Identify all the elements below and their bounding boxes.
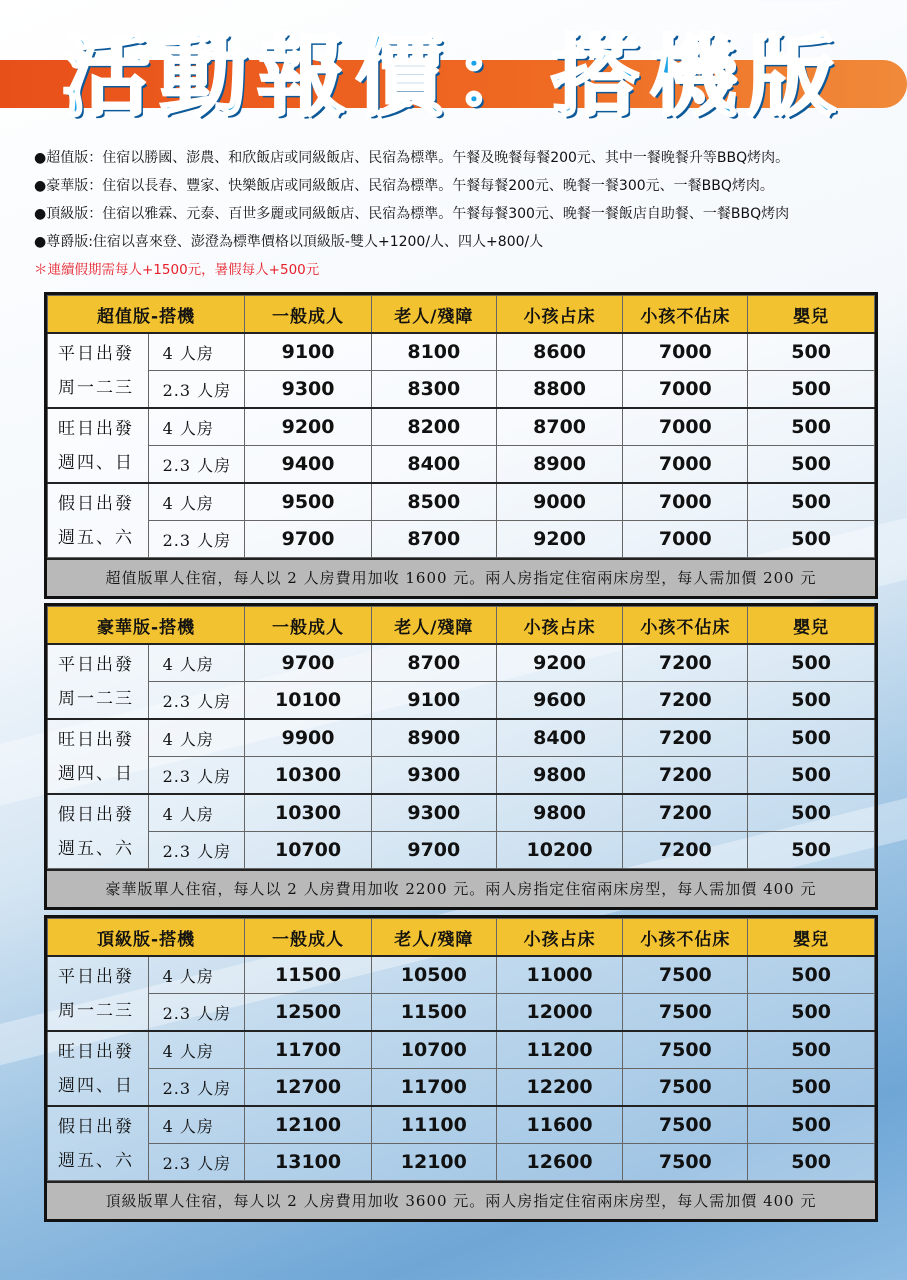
price-cell: 12700: [245, 1069, 372, 1107]
price-cell: 500: [748, 794, 875, 832]
price-cell: 9700: [245, 521, 372, 558]
price-cell: 7000: [623, 371, 748, 409]
price-cell: 9700: [245, 644, 372, 682]
room-type: 4 人房: [148, 408, 245, 446]
price-cell: 7500: [623, 994, 748, 1032]
price-cell: 10700: [245, 832, 372, 869]
price-cell: 10500: [371, 956, 496, 994]
departure-weekdays: 周一二三: [58, 1000, 134, 1021]
price-cell: 500: [748, 371, 875, 409]
price-cell: 12600: [496, 1144, 623, 1181]
departure-weekdays: 周一二三: [58, 688, 134, 709]
table-row: [48, 1031, 875, 1069]
price-cell: 7200: [623, 682, 748, 720]
note-basic: ●超值版：住宿以勝國、澎農、和欣飯店或同級飯店、民宿為標準。午餐及晚餐每餐200元、其中一餐晚餐升等BBQ烤肉。: [34, 150, 790, 166]
price-cell: 8700: [371, 521, 496, 558]
room-type: 2.3 人房: [148, 446, 245, 484]
price-cell: 12100: [371, 1144, 496, 1181]
price-cell: 9200: [496, 644, 623, 682]
departure-days: [48, 956, 149, 1031]
table-footnote: 豪華版單人住宿，每人以 2 人房費用加收 2200 元。兩人房指定住宿兩床房型，每人需加價 400 元: [47, 869, 875, 907]
departure-type: 旺日出發: [58, 729, 134, 750]
departure-type: 假日出發: [58, 804, 134, 825]
price-cell: 8700: [496, 408, 623, 446]
price-cell: 9900: [245, 719, 372, 757]
table-row: [48, 757, 875, 795]
table-row: [48, 719, 875, 757]
departure-type: 旺日出發: [58, 1041, 134, 1062]
room-type: 2.3 人房: [148, 757, 245, 795]
table-row: [48, 1144, 875, 1181]
table-row: [48, 521, 875, 558]
price-cell: 7200: [623, 757, 748, 795]
price-cell: 9100: [245, 333, 372, 371]
price-cell: 500: [748, 1031, 875, 1069]
price-cell: 9300: [245, 371, 372, 409]
price-cell: 7200: [623, 644, 748, 682]
price-cell: 8500: [371, 483, 496, 521]
price-cell: 7500: [623, 1069, 748, 1107]
price-cell: 7000: [623, 446, 748, 484]
departure-type: 假日出發: [58, 493, 134, 514]
price-cell: 10100: [245, 682, 372, 720]
price-cell: 10300: [245, 757, 372, 795]
departure-days: [48, 333, 149, 408]
column-header: 老人/殘障: [371, 296, 496, 334]
column-header: 嬰兒: [748, 607, 875, 645]
price-cell: 8900: [371, 719, 496, 757]
price-table: [47, 606, 875, 869]
departure-weekdays: 週四、日: [58, 1075, 134, 1096]
price-cell: 10700: [371, 1031, 496, 1069]
column-header: 老人/殘障: [371, 919, 496, 957]
price-cell: 7000: [623, 483, 748, 521]
room-type: 2.3 人房: [148, 371, 245, 409]
price-cell: 12100: [245, 1106, 372, 1144]
price-cell: 9000: [496, 483, 623, 521]
price-cell: 8400: [496, 719, 623, 757]
table-footnote: 超值版單人住宿，每人以 2 人房費用加收 1600 元。兩人房指定住宿兩床房型，每人需加價 200 元: [47, 558, 875, 596]
price-table-deluxe: [44, 603, 878, 910]
room-type: 2.3 人房: [148, 832, 245, 869]
column-header: 小孩不佔床: [623, 296, 748, 334]
room-type: 4 人房: [148, 1106, 245, 1144]
price-table: [47, 295, 875, 558]
column-header: 一般成人: [245, 607, 372, 645]
price-cell: 11700: [245, 1031, 372, 1069]
column-header: 小孩占床: [496, 296, 623, 334]
departure-days: [48, 1031, 149, 1106]
price-cell: 500: [748, 408, 875, 446]
price-cell: 500: [748, 832, 875, 869]
room-type: 2.3 人房: [148, 1144, 245, 1181]
column-header: 小孩不佔床: [623, 607, 748, 645]
price-cell: 11000: [496, 956, 623, 994]
departure-type: 旺日出發: [58, 418, 134, 439]
price-cell: 500: [748, 446, 875, 484]
table-row: [48, 994, 875, 1032]
departure-days: [48, 794, 149, 869]
price-cell: 7500: [623, 1144, 748, 1181]
price-cell: 7500: [623, 1106, 748, 1144]
column-header: 嬰兒: [748, 296, 875, 334]
price-cell: 8200: [371, 408, 496, 446]
table-row: [48, 682, 875, 720]
price-cell: 8300: [371, 371, 496, 409]
price-cell: 7200: [623, 794, 748, 832]
price-cell: 500: [748, 1106, 875, 1144]
price-cell: 11600: [496, 1106, 623, 1144]
column-header: 一般成人: [245, 919, 372, 957]
price-cell: 9800: [496, 757, 623, 795]
price-table-basic: [44, 292, 878, 599]
room-type: 4 人房: [148, 644, 245, 682]
price-cell: 500: [748, 956, 875, 994]
price-cell: 11100: [371, 1106, 496, 1144]
price-cell: 7500: [623, 956, 748, 994]
column-header: 老人/殘障: [371, 607, 496, 645]
table-row: [48, 408, 875, 446]
price-cell: 9100: [371, 682, 496, 720]
departure-type: 平日出發: [58, 654, 134, 675]
departure-type: 平日出發: [58, 343, 134, 364]
room-type: 4 人房: [148, 956, 245, 994]
price-cell: 10200: [496, 832, 623, 869]
price-cell: 9200: [496, 521, 623, 558]
table-header-row: [48, 296, 875, 334]
price-cell: 7200: [623, 832, 748, 869]
price-cell: 500: [748, 333, 875, 371]
note-deluxe: ●豪華版：住宿以長春、豐家、快樂飯店或同級飯店、民宿為標準。午餐每餐200元、晚餐一餐300元、一餐BBQ烤肉。: [34, 178, 774, 194]
room-type: 4 人房: [148, 483, 245, 521]
price-cell: 13100: [245, 1144, 372, 1181]
price-cell: 7000: [623, 333, 748, 371]
departure-type: 假日出發: [58, 1116, 134, 1137]
note-luxury: ●尊爵版:住宿以喜來登、澎澄為標準價格以頂級版-雙人+1200/人、四人+800/人: [34, 234, 544, 250]
price-cell: 8700: [371, 644, 496, 682]
price-cell: 9200: [245, 408, 372, 446]
price-cell: 8400: [371, 446, 496, 484]
table-header-row: [48, 919, 875, 957]
plan-header: 頂級版-搭機: [48, 919, 245, 957]
price-cell: 9400: [245, 446, 372, 484]
price-cell: 11200: [496, 1031, 623, 1069]
table-row: [48, 371, 875, 409]
price-cell: 12200: [496, 1069, 623, 1107]
surcharge-note: ＊連續假期需每人+1500元，暑假每人+500元: [34, 262, 320, 278]
departure-weekdays: 週五、六: [58, 527, 134, 548]
room-type: 2.3 人房: [148, 682, 245, 720]
price-cell: 500: [748, 719, 875, 757]
table-row: [48, 1106, 875, 1144]
price-cell: 500: [748, 757, 875, 795]
price-cell: 9300: [371, 757, 496, 795]
table-row: [48, 1069, 875, 1107]
price-cell: 9500: [245, 483, 372, 521]
departure-days: [48, 483, 149, 558]
plan-header: 超值版-搭機: [48, 296, 245, 334]
table-row: [48, 644, 875, 682]
price-cell: 8900: [496, 446, 623, 484]
table-row: [48, 333, 875, 371]
price-cell: 9600: [496, 682, 623, 720]
price-cell: 8800: [496, 371, 623, 409]
departure-days: [48, 719, 149, 794]
price-cell: 11500: [371, 994, 496, 1032]
price-cell: 500: [748, 1144, 875, 1181]
table-row: [48, 832, 875, 869]
room-type: 4 人房: [148, 794, 245, 832]
table-row: [48, 956, 875, 994]
price-cell: 500: [748, 483, 875, 521]
price-cell: 8100: [371, 333, 496, 371]
price-cell: 9300: [371, 794, 496, 832]
price-cell: 500: [748, 644, 875, 682]
price-cell: 11500: [245, 956, 372, 994]
price-cell: 7000: [623, 408, 748, 446]
notes: [34, 144, 894, 284]
page-title: 活動報價：搭機版: [61, 25, 846, 128]
column-header: 小孩占床: [496, 607, 623, 645]
column-header: 小孩占床: [496, 919, 623, 957]
room-type: 4 人房: [148, 719, 245, 757]
price-cell: 9700: [371, 832, 496, 869]
price-table: [47, 918, 875, 1181]
price-cell: 7200: [623, 719, 748, 757]
price-cell: 7500: [623, 1031, 748, 1069]
table-footnote: 頂級版單人住宿，每人以 2 人房費用加收 3600 元。兩人房指定住宿兩床房型，每人需加價 400 元: [47, 1181, 875, 1219]
room-type: 2.3 人房: [148, 1069, 245, 1107]
price-cell: 12000: [496, 994, 623, 1032]
price-cell: 11700: [371, 1069, 496, 1107]
column-header: 嬰兒: [748, 919, 875, 957]
departure-days: [48, 408, 149, 483]
table-row: [48, 794, 875, 832]
note-premium: ●頂級版：住宿以雅霖、元泰、百世多麗或同級飯店、民宿為標準。午餐每餐300元、晚餐一餐飯店自助餐、一餐BBQ烤肉: [34, 206, 790, 222]
price-cell: 500: [748, 1069, 875, 1107]
price-cell: 7000: [623, 521, 748, 558]
room-type: 4 人房: [148, 1031, 245, 1069]
room-type: 4 人房: [148, 333, 245, 371]
table-header-row: [48, 607, 875, 645]
room-type: 2.3 人房: [148, 994, 245, 1032]
column-header: 小孩不佔床: [623, 919, 748, 957]
departure-days: [48, 644, 149, 719]
room-type: 2.3 人房: [148, 521, 245, 558]
price-cell: 8600: [496, 333, 623, 371]
departure-type: 平日出發: [58, 966, 134, 987]
price-cell: 12500: [245, 994, 372, 1032]
price-cell: 500: [748, 521, 875, 558]
departure-weekdays: 週五、六: [58, 838, 134, 859]
table-row: [48, 483, 875, 521]
price-cell: 10300: [245, 794, 372, 832]
departure-weekdays: 週四、日: [58, 763, 134, 784]
plan-header: 豪華版-搭機: [48, 607, 245, 645]
departure-days: [48, 1106, 149, 1181]
price-cell: 500: [748, 682, 875, 720]
price-cell: 500: [748, 994, 875, 1032]
table-row: [48, 446, 875, 484]
departure-weekdays: 週五、六: [58, 1150, 134, 1171]
price-table-premium: [44, 915, 878, 1222]
column-header: 一般成人: [245, 296, 372, 334]
departure-weekdays: 周一二三: [58, 377, 134, 398]
price-cell: 9800: [496, 794, 623, 832]
departure-weekdays: 週四、日: [58, 452, 134, 473]
